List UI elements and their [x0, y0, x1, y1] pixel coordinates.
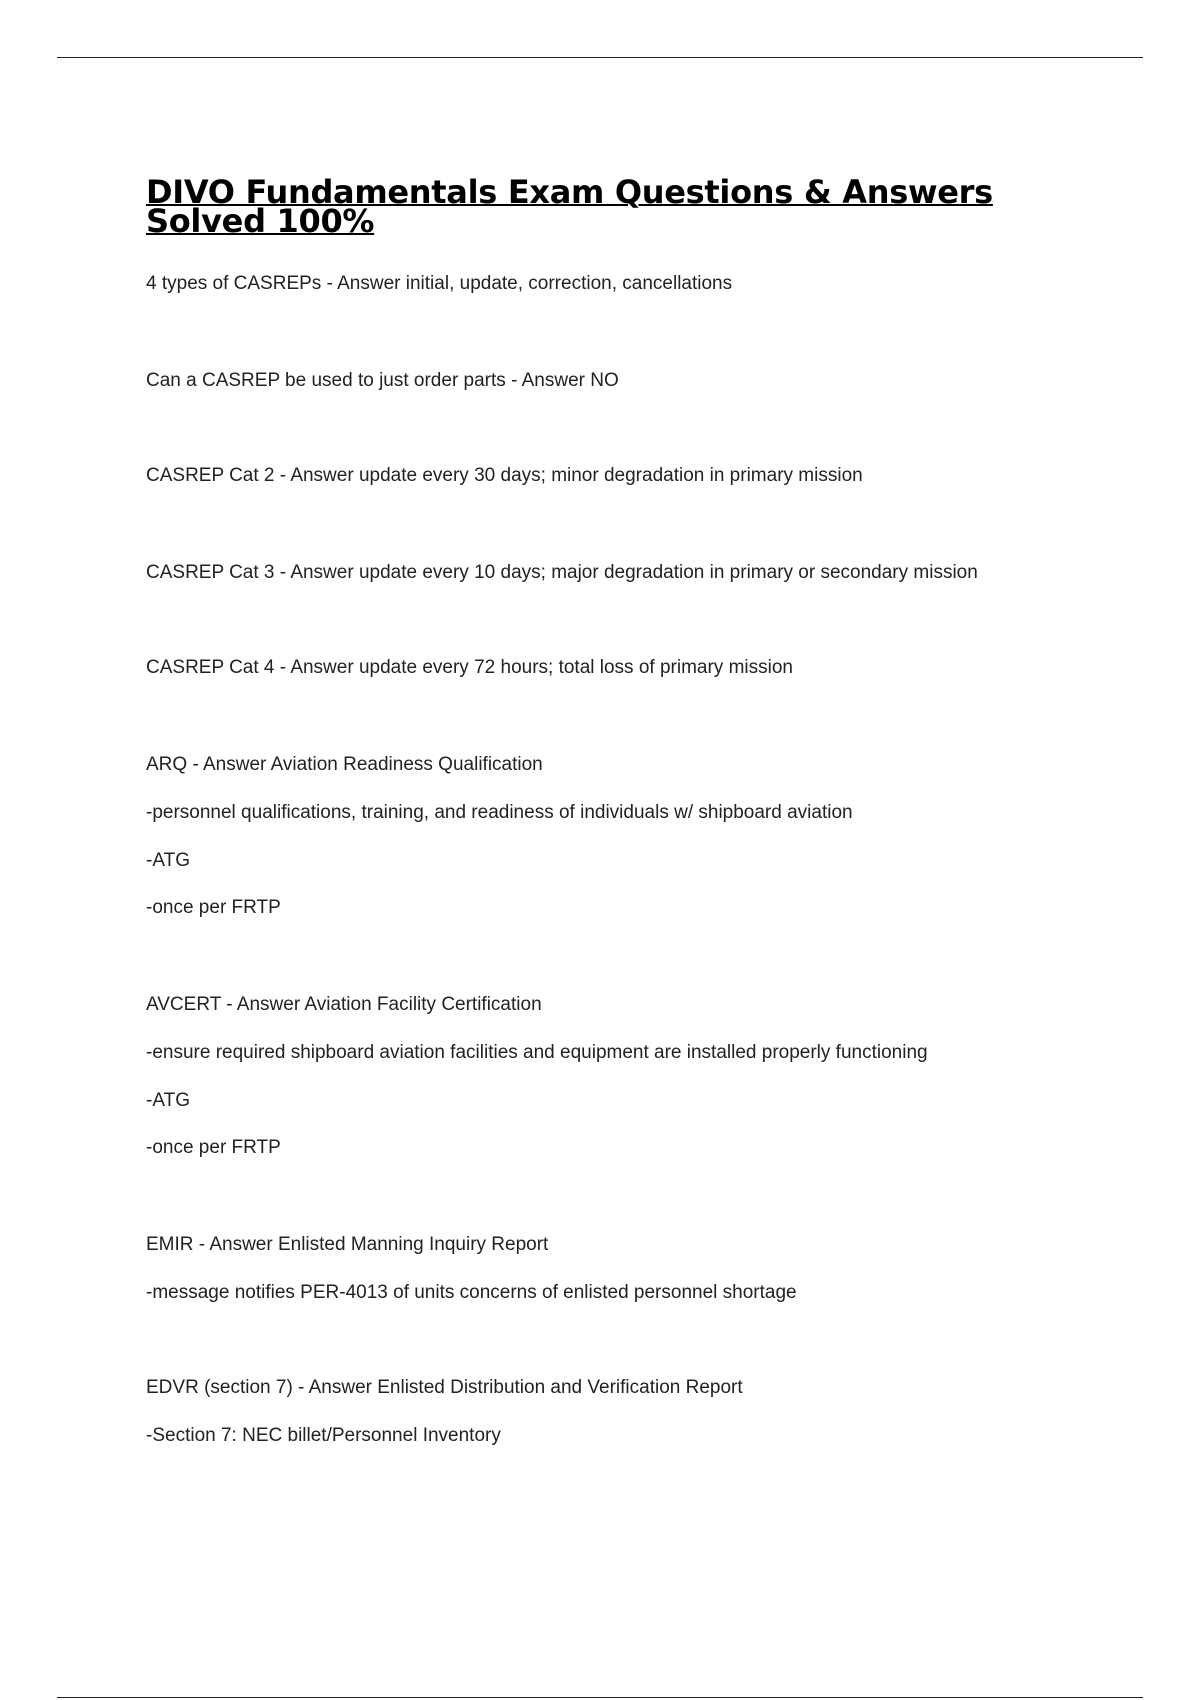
- qa-line: -once per FRTP: [146, 897, 281, 918]
- qa-line: EDVR (section 7) - Answer Enlisted Distribution and Verification Report: [146, 1377, 743, 1398]
- qa-line: -once per FRTP: [146, 1137, 281, 1158]
- qa-line: CASREP Cat 4 - Answer update every 72 hours; total loss of primary mission: [146, 657, 793, 678]
- qa-line: AVCERT - Answer Aviation Facility Certification: [146, 994, 542, 1015]
- qa-line: -Section 7: NEC billet/Personnel Inventory: [146, 1425, 501, 1446]
- qa-line: EMIR - Answer Enlisted Manning Inquiry Report: [146, 1234, 549, 1255]
- qa-line: -ATG: [146, 850, 190, 871]
- qa-line: Can a CASREP be used to just order parts - Answer NO: [146, 370, 619, 391]
- qa-line: CASREP Cat 2 - Answer update every 30 days; minor degradation in primary mission: [146, 465, 863, 486]
- header-rule: [57, 57, 1143, 58]
- qa-line: CASREP Cat 3 - Answer update every 10 days; major degradation in primary or secondary mission: [146, 562, 978, 583]
- document-title: DIVO Fundamentals Exam Questions & Answers Solved 100%: [146, 173, 993, 240]
- qa-line: -ensure required shipboard aviation facilities and equipment are installed properly functioning: [146, 1042, 928, 1063]
- qa-line: ARQ - Answer Aviation Readiness Qualification: [146, 754, 543, 775]
- qa-line: -message notifies PER-4013 of units concerns of enlisted personnel shortage: [146, 1282, 797, 1303]
- qa-line: -ATG: [146, 1090, 190, 1111]
- footer-rule: [57, 1697, 1143, 1698]
- qa-line: 4 types of CASREPs - Answer initial, update, correction, cancellations: [146, 273, 733, 294]
- qa-line: -personnel qualifications, training, and readiness of individuals w/ shipboard aviation: [146, 802, 853, 823]
